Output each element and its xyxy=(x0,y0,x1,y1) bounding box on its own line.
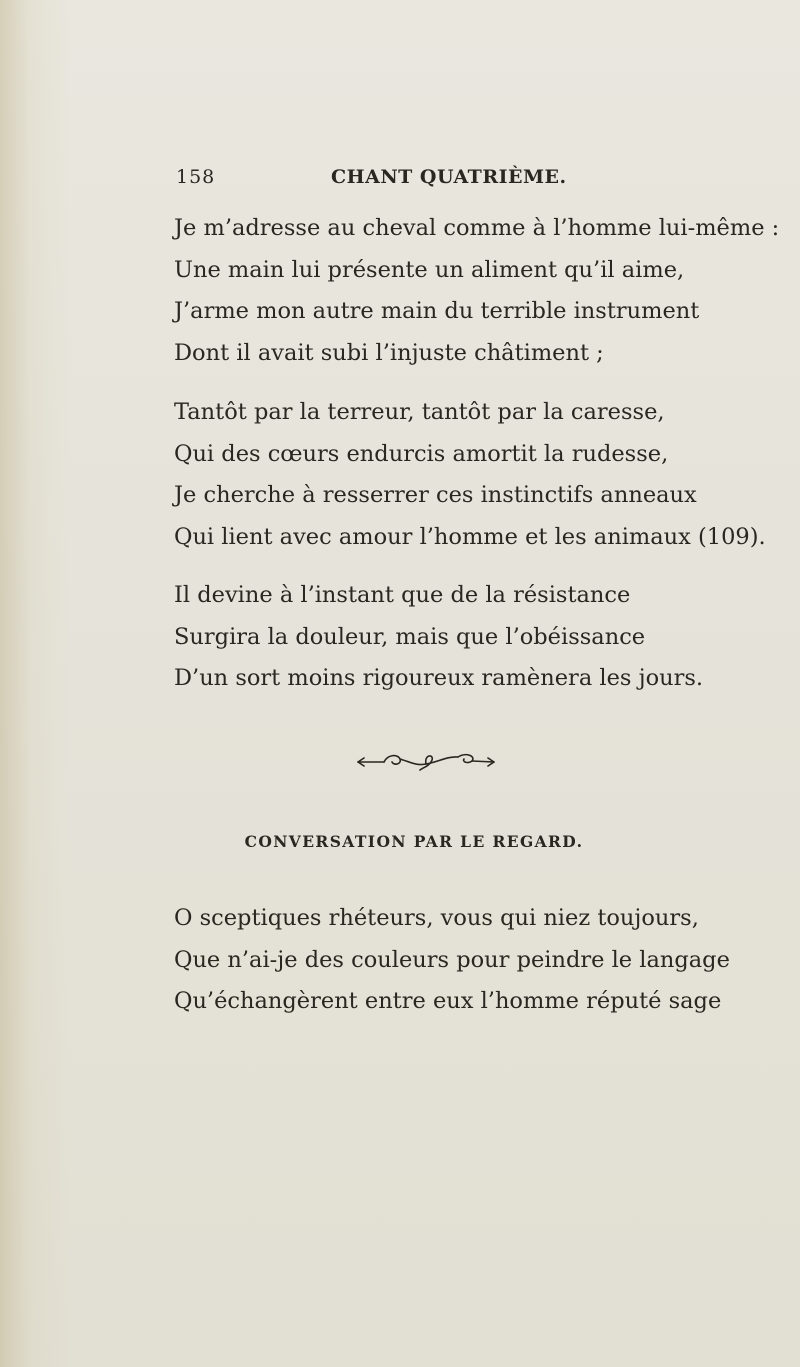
stanza-2 xyxy=(174,392,766,558)
stanza-4 xyxy=(174,898,730,1023)
verse-line: D’un sort moins rigoureux ramènera les jours. xyxy=(174,665,704,691)
verse-line: Qui lient avec amour l’homme et les animaux (109). xyxy=(174,523,766,550)
verse-line: Je m’adresse au cheval comme à l’homme lui-même : xyxy=(174,215,780,241)
verse-line: Qu’échangèrent entre eux l’homme réputé sage xyxy=(174,988,722,1014)
decorative-flourish-icon xyxy=(354,748,500,774)
page-number: 158 xyxy=(176,166,216,188)
verse-line: Il devine à l’instant que de la résistance xyxy=(174,582,631,608)
verse-line: Tantôt par la terreur, tantôt par la caresse, xyxy=(174,399,665,425)
verse-line: J’arme mon autre main du terrible instrument xyxy=(174,298,700,324)
running-title: CHANT QUATRIÈME. xyxy=(331,166,567,188)
verse-line: Dont il avait subi l’injuste châtiment ; xyxy=(174,339,604,366)
stanza-1 xyxy=(174,208,779,374)
stanza-3 xyxy=(174,575,703,700)
verse-line: Une main lui présente un aliment qu’il aime, xyxy=(174,256,685,283)
verse-line: Surgira la douleur, mais que l’obéissance xyxy=(174,623,646,650)
page-header xyxy=(176,166,696,192)
verse-line: Qui des cœurs endurcis amortit la rudesse, xyxy=(174,440,669,467)
verse-line: Que n’ai-je des couleurs pour peindre le langage xyxy=(174,946,730,973)
verse-line: Je cherche à resserrer ces instinctifs anneaux xyxy=(174,482,697,508)
section-title: CONVERSATION PAR LE REGARD. xyxy=(244,832,584,851)
verse-line: O sceptiques rhéteurs, vous qui niez toujours, xyxy=(174,905,699,931)
